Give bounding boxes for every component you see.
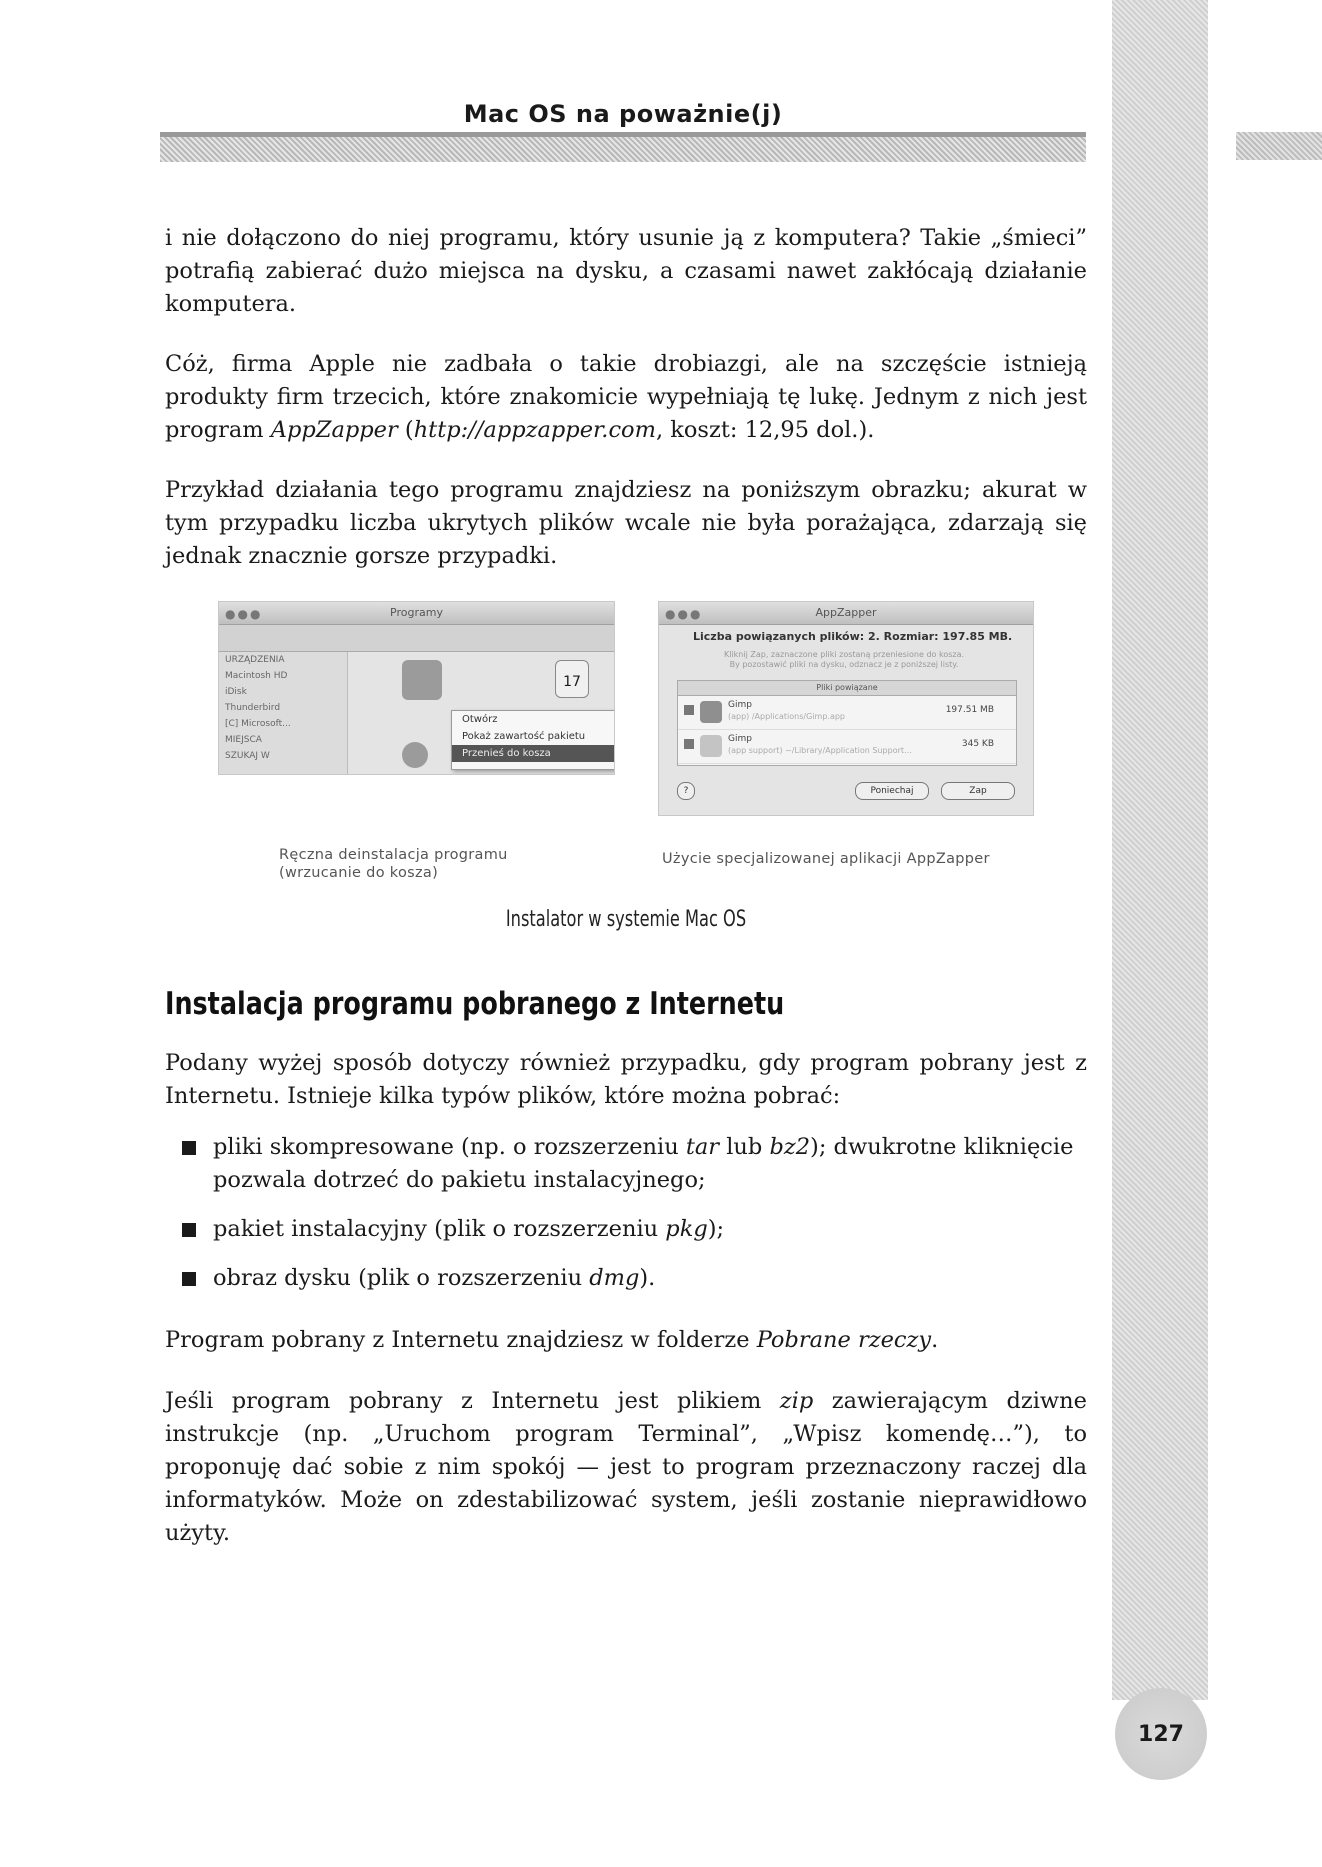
file-size: 345 KB: [961, 739, 994, 749]
context-menu: [451, 710, 615, 770]
paragraph-1: i nie dołączono do niej programu, który usunie ją z komputera? Takie „śmieci” potrafią zabierać dużo miejsca na dysku, a czasami nawet zakłócają działanie komputera.: [165, 225, 1087, 317]
sidebar-item: Macintosh HD: [225, 671, 288, 681]
folder-icon: [700, 735, 722, 757]
section-heading: Instalacja programu pobranego z Internetu: [165, 986, 785, 1022]
window-buttons-icon: ●●●: [225, 607, 263, 621]
margin-strip: [1112, 0, 1208, 1700]
paragraph-5: [165, 1324, 1087, 1357]
bullet-ext: tar: [685, 1134, 720, 1160]
finder-screenshot: [218, 601, 615, 775]
appzapper-screenshot: [658, 601, 1034, 816]
list-item: [678, 696, 1016, 730]
bullet-ext: pkg: [665, 1216, 708, 1242]
facetime-app-icon: [402, 742, 428, 768]
finder-toolbar: [219, 625, 614, 652]
cancel-button: Poniechaj: [855, 782, 929, 800]
finder-titlebar: [219, 602, 614, 625]
file-path: (app support) ~/Library/Application Support...: [728, 746, 912, 755]
gimp-app-icon: [402, 660, 442, 700]
file-size: 197.51 MB: [945, 705, 994, 715]
bullet-ext: dmg: [589, 1265, 640, 1291]
right-caption: Użycie specjalizowanej aplikacji AppZapper: [662, 851, 990, 867]
bullet-text: lub: [719, 1134, 770, 1160]
bullet-list: [165, 1131, 1087, 1311]
paragraph-6-rest: zawierającym dziwne instrukcje (np. „Uruchom program Terminal”, „Wpisz komendę…”), to proponuję dać sobie z nim spokój — jest to program przeznaczony raczej dla informatyków. Może on zdestabilizować system, jeśli zostanie nieprawidłowo użyty.: [165, 1388, 1087, 1546]
appzapper-subtext-line: By pozostawić pliki na dysku, odznacz je z poniższej listy.: [729, 660, 959, 669]
list-item: [165, 1131, 1087, 1197]
list-item: [678, 730, 1016, 764]
appzapper-title: AppZapper: [815, 606, 877, 619]
paragraph-5-end: .: [931, 1327, 939, 1353]
list-item: [165, 1262, 1087, 1295]
checkbox-icon: [684, 739, 694, 749]
calendar-app-icon: 17: [555, 660, 589, 698]
bullet-text: ).: [639, 1265, 656, 1291]
zap-button: Zap: [941, 782, 1015, 800]
bullet-square-icon: [182, 1141, 196, 1155]
finder-title: Programy: [390, 606, 443, 619]
file-name: Gimp: [728, 700, 752, 710]
paragraph-4: Podany wyżej sposób dotyczy również przypadku, gdy program pobrany jest z Internetu. Istnieje kilka typów plików, które można pobrać:: [165, 1050, 1087, 1109]
list-header: Pliki powiązane: [678, 681, 1016, 696]
appzapper-subtext-line: Kliknij Zap, zaznaczone pliki zostaną przeniesione do kosza.: [723, 650, 965, 659]
header-rule: [160, 132, 1086, 162]
paragraph-6-text: Jeśli program pobrany z Internetu jest plikiem: [165, 1388, 780, 1414]
bullet-text: obraz dysku (plik o rozszerzeniu: [213, 1265, 590, 1291]
figure-title: Instalator w systemie Mac OS: [505, 907, 747, 932]
related-files-list: [677, 680, 1017, 766]
folder-name: Pobrane rzeczy: [756, 1327, 932, 1353]
paragraph-2-text: Cóż, firma Apple nie zadbała o takie drobiazgi, ale na szczęście istnieją produkty firm trzecich, które znakomicie wypełniają tę lukę. Jednym z nich jest program: [165, 351, 1087, 443]
sidebar-item: MIEJSCA: [225, 735, 262, 745]
file-path: (app) /Applications/Gimp.app: [728, 712, 845, 721]
running-head: Mac OS na poważnie(j): [463, 100, 783, 128]
left-caption-line: Ręczna deinstalacja programu: [279, 847, 508, 863]
sidebar-item: SZUKAJ W: [225, 751, 270, 761]
sidebar-item: Thunderbird: [225, 703, 281, 713]
paragraph-5-text: Program pobrany z Internetu znajdziesz w folderze: [165, 1327, 757, 1353]
finder-sidebar: [219, 652, 348, 774]
menu-item-move-to-trash: Przenieś do kosza: [452, 745, 615, 762]
zip-ext: zip: [779, 1388, 814, 1414]
left-caption: [279, 846, 508, 882]
list-item: [165, 1213, 1087, 1246]
bullet-text: pakiet instalacyjny (plik o rozszerzeniu: [213, 1216, 666, 1242]
gimp-icon: [700, 701, 722, 723]
paragraph-6: [165, 1385, 1087, 1550]
margin-marker: [1236, 132, 1322, 160]
bullet-ext: bz2: [769, 1134, 811, 1160]
bullet-text: ); dwukrotne kliknięcie pozwala dotrzeć do pakietu instalacyjnego;: [213, 1134, 1074, 1193]
bullet-square-icon: [182, 1272, 196, 1286]
bullet-text: );: [707, 1216, 725, 1242]
menu-item-open: Otwórz: [462, 714, 498, 725]
app-url: http://appzapper.com: [413, 417, 656, 443]
bullet-square-icon: [182, 1223, 196, 1237]
appzapper-subtext: [699, 650, 989, 670]
bullet-text: pliki skompresowane (np. o rozszerzeniu: [213, 1134, 686, 1160]
menu-item-show-package: Pokaż zawartość pakietu: [462, 731, 586, 742]
checkbox-icon: [684, 705, 694, 715]
paragraph-3: Przykład działania tego programu znajdziesz na poniższym obrazku; akurat w tym przypadku liczba ukrytych plików wcale nie była porażająca, zdarzają się jednak znacznie gorsze przypadki.: [165, 477, 1087, 569]
left-caption-line: (wrzucanie do kosza): [279, 865, 439, 881]
app-name: AppZapper: [270, 417, 398, 443]
sidebar-item: iDisk: [225, 687, 247, 697]
file-name: Gimp: [728, 734, 752, 744]
window-buttons-icon: ●●●: [665, 607, 703, 621]
paren-open: (: [397, 417, 414, 443]
page-number: 127: [1115, 1688, 1207, 1780]
sidebar-item: [C] Microsoft...: [225, 719, 291, 729]
appzapper-header: Liczba powiązanych plików: 2. Rozmiar: 197.85 MB.: [693, 630, 1013, 643]
sidebar-item: URZĄDZENIA: [225, 655, 285, 665]
help-button: ?: [677, 782, 695, 800]
price-text: , koszt: 12,95 dol.).: [655, 417, 875, 443]
paragraph-2: [165, 348, 1087, 447]
appzapper-titlebar: [659, 602, 1033, 625]
